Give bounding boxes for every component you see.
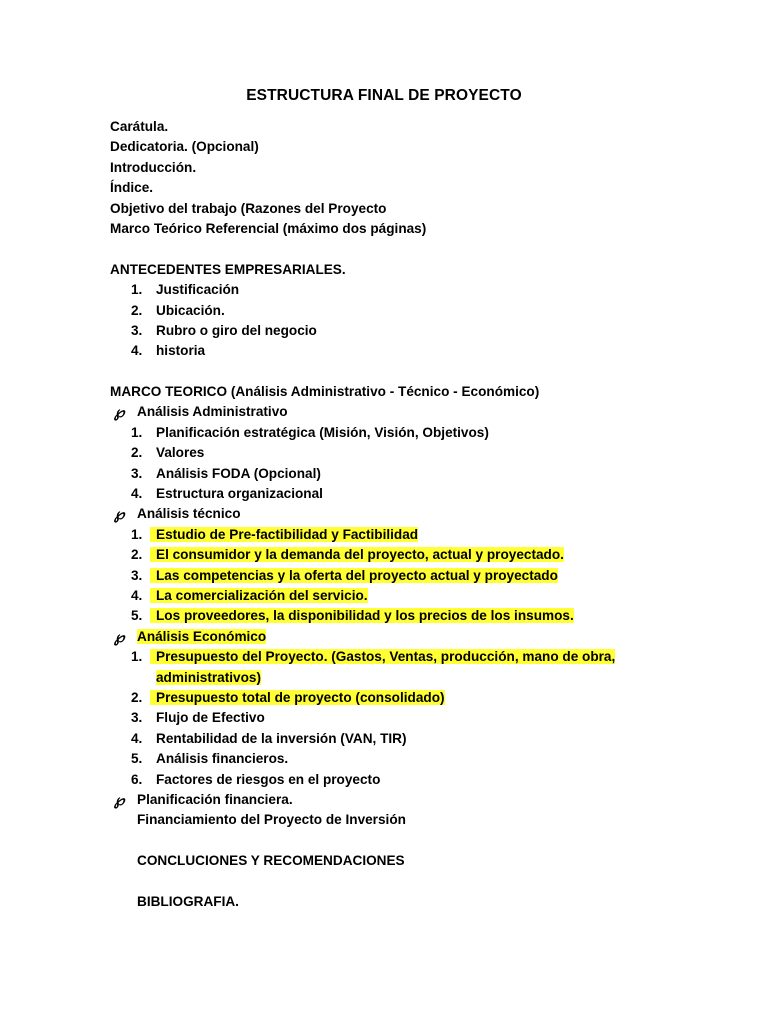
list-text: Valores — [156, 445, 205, 461]
list-item — [110, 688, 710, 708]
bullet-planificacion-financiera — [110, 790, 710, 810]
spacer — [110, 831, 710, 851]
list-number: 2. — [131, 302, 143, 318]
script-p-bullet-icon: ℘ — [114, 505, 125, 524]
list-number: 4. — [131, 587, 143, 603]
list-number: 1. — [131, 526, 143, 542]
spacer — [110, 239, 710, 259]
front-matter-dedicatoria: Dedicatoria. (Opcional) — [110, 139, 259, 155]
list-text: Rubro o giro del negocio — [156, 322, 317, 338]
list-text: Análisis financieros. — [156, 751, 289, 767]
list-text: Justificación — [156, 282, 240, 298]
list-item — [110, 525, 710, 545]
list-text-highlighted: Los proveedores, la disponibilidad y los precios de los insumos. — [150, 608, 574, 623]
list-number: 5. — [131, 751, 143, 767]
list-number: 4. — [131, 486, 143, 502]
list-text: Estructura organizacional — [156, 486, 323, 502]
document-body — [110, 117, 710, 912]
list-item — [110, 464, 710, 484]
list-text-highlighted: administrativos) — [156, 669, 261, 685]
list-item — [110, 280, 710, 300]
front-matter-objetivo: Objetivo del trabajo (Razones del Proyecto — [110, 200, 387, 216]
bullet-label: Análisis técnico — [137, 506, 241, 522]
list-item — [110, 586, 710, 606]
list-item — [110, 647, 710, 667]
script-p-bullet-icon: ℘ — [114, 627, 125, 646]
front-matter-marco-referencial: Marco Teórico Referencial (máximo dos páginas) — [110, 220, 427, 236]
list-item — [110, 729, 710, 749]
spacer — [110, 871, 710, 891]
list-item — [110, 321, 710, 341]
list-number: 3. — [131, 465, 143, 481]
front-matter-introduccion: Introducción. — [110, 159, 197, 175]
list-item — [110, 566, 710, 586]
front-matter-caratula: Carátula. — [110, 119, 169, 134]
bullet-label-highlighted: Análisis Económico — [137, 628, 267, 644]
list-item-continuation — [110, 668, 710, 688]
bullet-label: Planificación financiera. — [137, 791, 293, 807]
marco-teorico-heading: MARCO TEORICO (Análisis Administrativo - Técnico - Económico) — [110, 384, 540, 400]
list-number: 1. — [131, 282, 143, 298]
list-item — [110, 545, 710, 565]
conclusiones-heading: CONCLUCIONES Y RECOMENDACIONES — [137, 853, 405, 869]
list-number: 2. — [131, 547, 143, 563]
bullet-analisis-administrativo — [110, 402, 710, 422]
list-item — [110, 423, 710, 443]
list-text-highlighted: La comercialización del servicio. — [150, 588, 368, 603]
list-text-highlighted: Las competencias y la oferta del proyecto actual y proyectado — [150, 568, 558, 583]
list-item — [110, 484, 710, 504]
bibliografia-heading: BIBLIOGRAFIA. — [137, 893, 239, 909]
list-number: 3. — [131, 710, 143, 726]
list-number: 1. — [131, 424, 143, 440]
list-text-highlighted: El consumidor y la demanda del proyecto, actual y proyectado. — [150, 547, 564, 562]
list-text: Rentabilidad de la inversión (VAN, TIR) — [156, 730, 407, 746]
list-text: Factores de riesgos en el proyecto — [156, 771, 381, 787]
list-number: 5. — [131, 608, 143, 624]
list-text-highlighted: Presupuesto del Proyecto. (Gastos, Ventas, producción, mano de obra, — [150, 649, 615, 664]
document-title: ESTRUCTURA FINAL DE PROYECTO — [246, 87, 522, 104]
list-item — [110, 443, 710, 463]
script-p-bullet-icon: ℘ — [114, 790, 125, 809]
bullet-analisis-economico — [110, 627, 710, 647]
list-text: Planificación estratégica (Misión, Visión, Objetivos) — [156, 424, 489, 440]
antecedentes-heading: ANTECEDENTES EMPRESARIALES. — [110, 261, 346, 277]
list-item — [110, 341, 710, 361]
list-number: 2. — [131, 445, 143, 461]
list-number: 6. — [131, 771, 143, 787]
list-item — [110, 749, 710, 769]
list-number: 3. — [131, 567, 143, 583]
list-text-highlighted: Presupuesto total de proyecto (consolidado) — [150, 690, 445, 705]
list-text: Análisis FODA (Opcional) — [156, 465, 321, 481]
financiamiento-line: Financiamiento del Proyecto de Inversión — [137, 812, 406, 828]
list-text: Ubicación. — [156, 302, 225, 318]
bullet-analisis-tecnico — [110, 504, 710, 524]
list-text: Flujo de Efectivo — [156, 710, 265, 726]
list-item — [110, 301, 710, 321]
list-item — [110, 606, 710, 626]
bullet-label: Análisis Administrativo — [137, 404, 288, 420]
list-item — [110, 770, 710, 790]
front-matter-indice: Índice. — [110, 180, 154, 196]
list-text: historia — [156, 343, 206, 359]
script-p-bullet-icon: ℘ — [114, 403, 125, 422]
list-number: 3. — [131, 322, 143, 338]
list-number: 4. — [131, 343, 143, 359]
list-number: 2. — [131, 689, 143, 705]
list-number: 4. — [131, 730, 143, 746]
spacer — [110, 362, 710, 382]
list-item — [110, 708, 710, 728]
list-number: 1. — [131, 649, 143, 665]
list-text-highlighted: Estudio de Pre-factibilidad y Factibilidad — [150, 527, 418, 542]
